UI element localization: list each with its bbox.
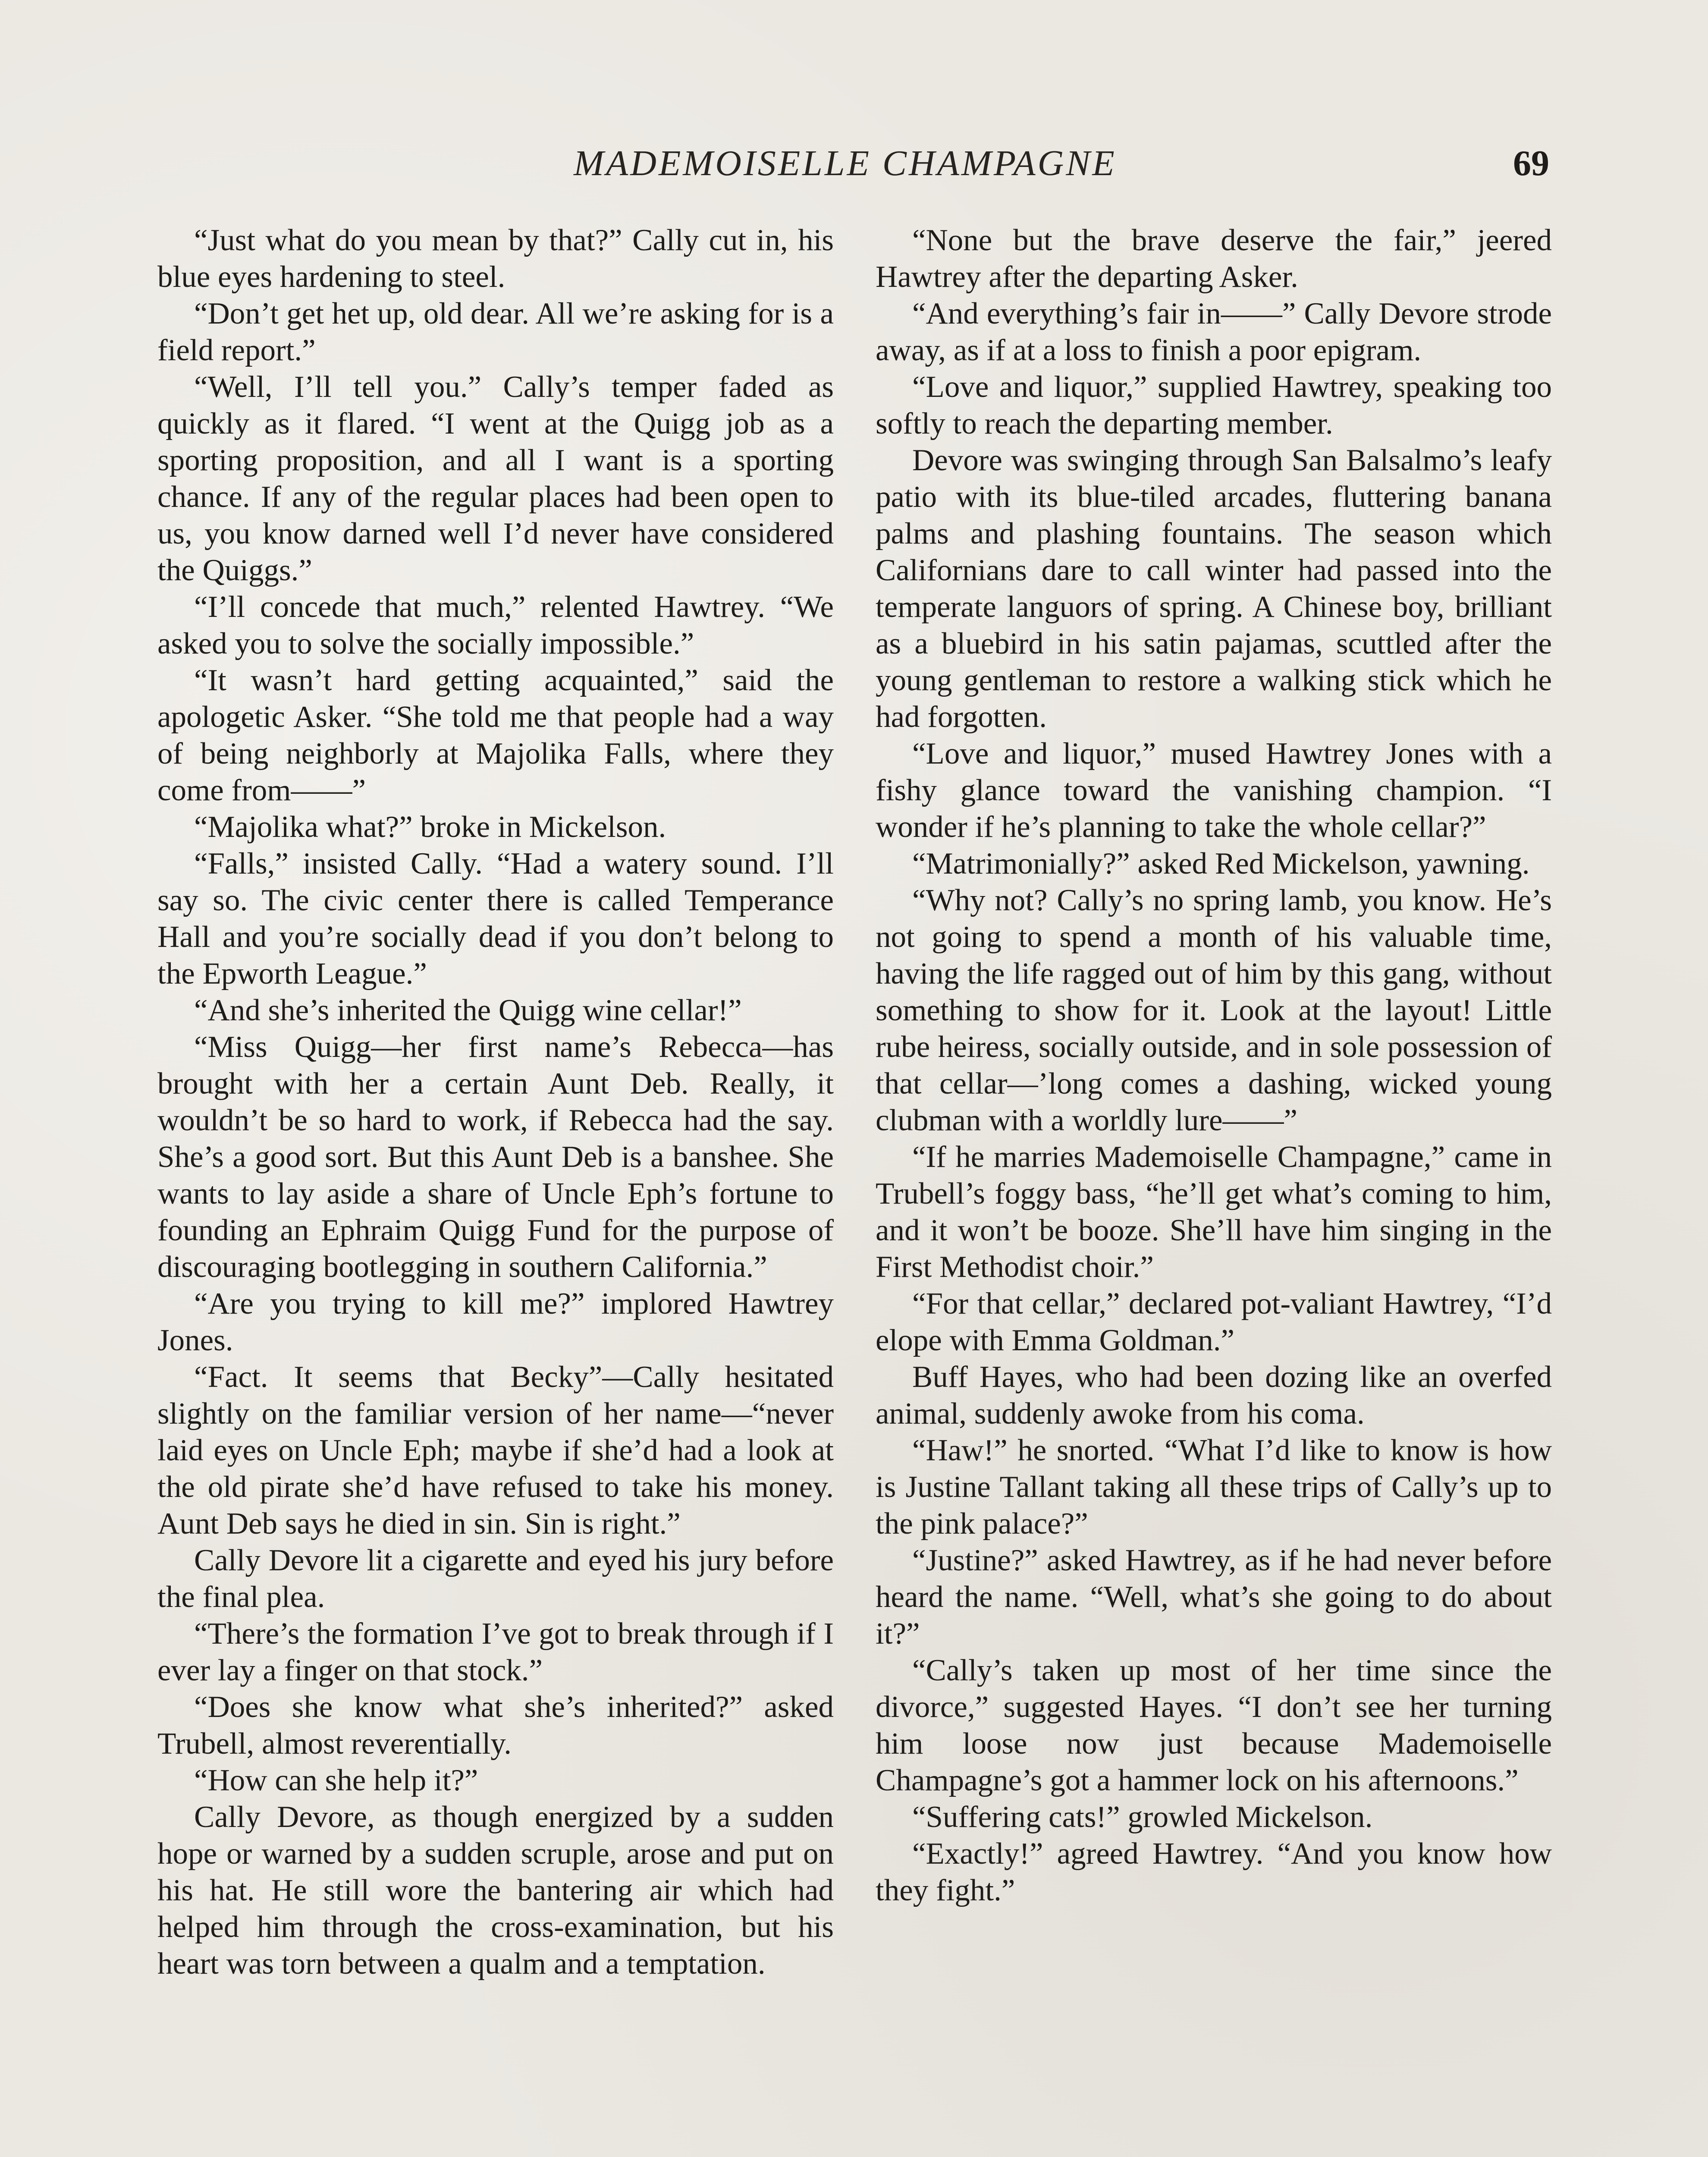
paragraph: “Love and liquor,” supplied Hawtrey, speaking too softly to reach the departing member. [876,370,1552,440]
page-number: 69 [1513,143,1549,183]
left-column [157,222,834,1982]
paragraph: “Well, I’ll tell you.” Cally’s temper faded as quickly as it flared. “I went at the Quigg job as a sporting proposition, and all I want is a sporting chance. If any of the regular places had been open to us, you know darned well I’d never have considered the Quiggs.” [157,370,834,587]
paragraph: “For that cellar,” declared pot-valiant Hawtrey, “I’d elope with Emma Goldman.” [876,1287,1552,1357]
paragraph: “Haw!” he snorted. “What I’d like to know is how is Justine Tallant taking all these trips of Cally’s up to the pink palace?” [876,1434,1552,1541]
paragraph: “If he marries Mademoiselle Champagne,” came in Trubell’s foggy bass, “he’ll get what’s coming to him, and it won’t be booze. She’ll have him singing in the First Methodist choir.” [876,1140,1552,1284]
paragraph: “Don’t get het up, old dear. All we’re asking for is a field report.” [157,297,834,367]
paragraph: “Exactly!” agreed Hawtrey. “And you know how they fight.” [876,1837,1552,1907]
paragraph: “Love and liquor,” mused Hawtrey Jones with a fishy glance toward the vanishing champion. “I wonder if he’s planning to take the whole cellar?” [876,737,1552,844]
paragraph: “It wasn’t hard getting acquainted,” said the apologetic Asker. “She told me that people had a way of being neighborly at Majolika Falls, where they come from——” [157,663,834,807]
paragraph: “How can she help it?” [194,1764,478,1797]
paragraph: “There’s the formation I’ve got to break through if I ever lay a finger on that stock.” [157,1617,834,1687]
paragraph: “I’ll concede that much,” relented Hawtrey. “We asked you to solve the socially impossible.” [157,590,834,660]
paragraph: “Majolika what?” broke in Mickelson. [194,810,666,844]
paragraph: “Justine?” asked Hawtrey, as if he had never before heard the name. “Well, what’s she going to do about it?” [876,1544,1552,1651]
paragraph: Buff Hayes, who had been dozing like an overfed animal, suddenly awoke from his coma. [876,1360,1552,1431]
paragraph: Devore was swinging through San Balsalmo’s leafy patio with its blue-tiled arcades, fluttering banana palms and plashing fountains. The season which Californians dare to call winter had passed into the temperate languors of spring. A Chinese boy, brilliant as a bluebird in his satin pajamas, scuttled after the young gentleman to restore a walking stick which he had forgotten. [876,443,1552,734]
paragraph: “Fact. It seems that Becky”—Cally hesitated slightly on the familiar version of her name—“never laid eyes on Uncle Eph; maybe if she’d had a look at the old pirate she’d have refused to take his money. Aunt Deb says he died in sin. Sin is right.” [157,1360,834,1541]
paragraph: “Miss Quigg—her first name’s Rebecca—has brought with her a certain Aunt Deb. Really, it wouldn’t be so hard to work, if Rebecca had the say. She’s a good sort. But this Aunt Deb is a banshee. She wants to lay aside a share of Uncle Eph’s fortune to founding an Ephraim Quigg Fund for the purpose of discouraging bootlegging in southern California.” [157,1030,834,1284]
running-title: MADEMOISELLE CHAMPAGNE [574,143,1117,183]
paragraph: “Matrimonially?” asked Red Mickelson, yawning. [912,847,1530,880]
paragraph: “Cally’s taken up most of her time since the divorce,” suggested Hayes. “I don’t see her turning him loose now just because Mademoiselle Champagne’s got a hammer lock on his afternoons.” [876,1654,1552,1797]
paragraph: “Suffering cats!” growled Mickelson. [912,1800,1373,1834]
paragraph: “Just what do you mean by that?” Cally cut in, his blue eyes hardening to steel. [157,223,834,294]
paragraph: Cally Devore, as though energized by a sudden hope or warned by a sudden scruple, arose and put on his hat. He still wore the bantering air which had helped him through the cross-examination, but his heart was torn between a qualm and a temptation. [157,1800,834,1981]
paragraph: “Falls,” insisted Cally. “Had a watery sound. I’ll say so. The civic center there is called Temperance Hall and you’re socially dead if you don’t belong to the Epworth League.” [157,847,834,990]
paragraph: “Does she know what she’s inherited?” asked Trubell, almost reverentially. [157,1690,834,1761]
paragraph: “None but the brave deserve the fair,” jeered Hawtrey after the departing Asker. [876,223,1552,294]
paragraph: “Why not? Cally’s no spring lamb, you know. He’s not going to spend a month of his valuable time, having the life ragged out of him by this gang, without something to show for it. Look at the layout! Little rube heiress, socially outside, and in sole possession of that cellar—’long comes a dashing, wicked young clubman with a worldly lure——” [876,884,1552,1137]
paragraph: “And everything’s fair in——” Cally Devore strode away, as if at a loss to finish a poor epigram. [876,297,1552,367]
right-column [876,222,1552,1909]
paragraph: “Are you trying to kill me?” implored Hawtrey Jones. [157,1287,834,1357]
paragraph: Cally Devore lit a cigarette and eyed his jury before the final plea. [157,1544,834,1614]
paragraph: “And she’s inherited the Quigg wine cellar!” [194,994,742,1027]
